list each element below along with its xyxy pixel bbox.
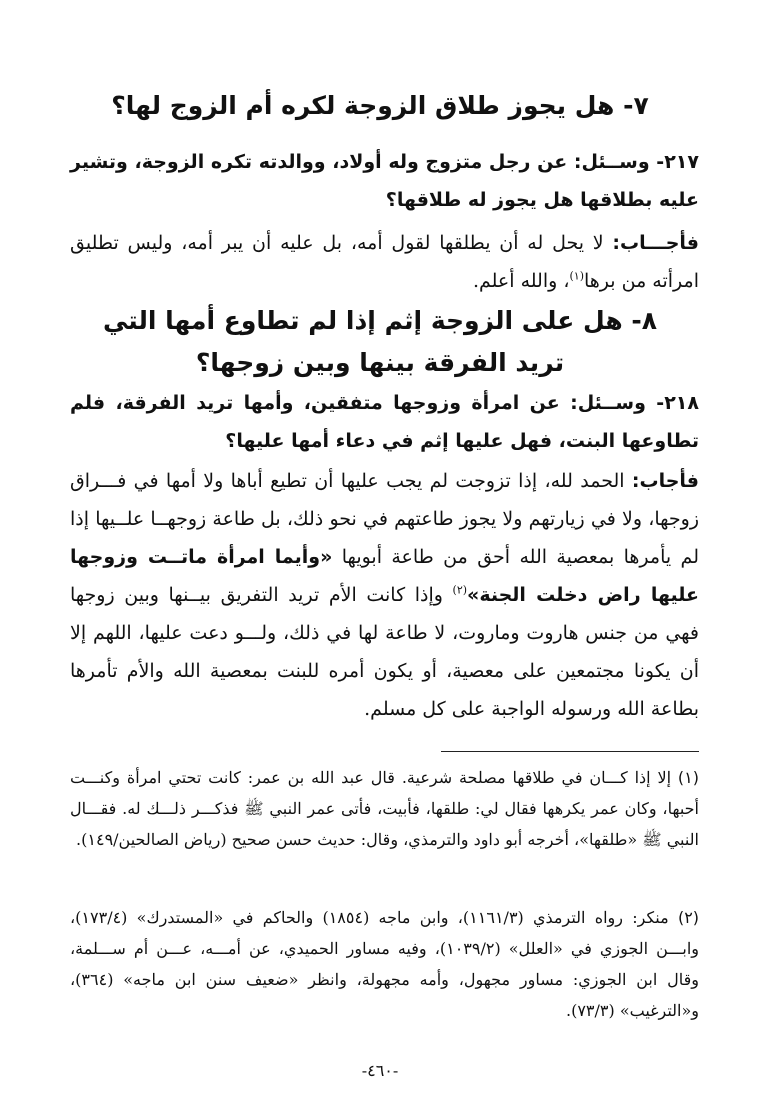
answer-text: لا يحل له أن يطلقها لقول أمه، بل عليه أن يبر أمه، وليس تطليق امرأته من برها — [70, 232, 699, 292]
pbuh-glyph: ﷺ — [642, 830, 662, 849]
footnote-1 — [70, 762, 699, 855]
question-218 — [70, 384, 699, 460]
footnote-1-line1: إلا إذا كـــان في طلاقها مصلحة شرعية. قال عبد الله بن عمر: كانت تحتي امرأة — [126, 768, 672, 787]
question-number: ٢١٧- — [656, 151, 699, 173]
answer-text: الحمد لله، إذا تزوجت لم يجب عليها أن تطيع أباها ولا أمها في فـــراق زوجها، ولا في زيارتهم ولا يجوز طاعتهم في نحو ذلك، بل طاعة زوجهــا علــيها إذا لم يأمرها بمعصية الله أحق من طاعة أبويها — [70, 470, 699, 568]
answer-text-continued: وإذا كانت الأم تريد التفريق بيــنها وبين زوجها فهي من جنس هاروت وماروت، لا طاعة لها في ذلك، ولـــو دعت عليها، اللهم إلا أن يكونا مجتمعين على معصية، أو يكون أمره للبنت بمعصية الله والأم تأمرها بطاعة الله ورسوله الواجبة على كل مسلم. — [70, 584, 699, 720]
footnote-2 — [70, 902, 699, 1026]
footnote-1-line3: فذكـــر ذلـــك له. فقـــال النبي — [70, 799, 699, 849]
footnote-2-line3: أمـــه، عـــن أم ســـلمة، وقال ابن الجوزي: مساور مجهول، وأمه مجهولة، وانظر — [70, 939, 700, 989]
question-text: عن رجل متزوج وله أولاد، ووالدته تكره الزوجة، وتشير عليه بطلاقها هل يجوز له طلاقها؟ — [70, 151, 699, 211]
asked-label: وســئل: — [570, 392, 646, 414]
answer-label: فأجاب: — [631, 470, 699, 492]
answer-label: فأجـــاب: — [612, 232, 699, 254]
footnote-1-line4: حديث حسن صحيح (رياض الصالحين/١٤٩). — [76, 830, 356, 849]
footnote-1-line3-end: «طلقها»، أخرجه أبو داود والترمذي، وقال: — [360, 830, 638, 849]
footnote-2-line4: «ضعيف سنن ابن ماجه» (٣٦٤)، و«الترغيب» (٧٣/٣). — [70, 970, 699, 1020]
footnote-number: (١) — [677, 768, 699, 787]
question-number: ٢١٨- — [656, 392, 699, 414]
footnote-ref-1[interactable]: (١) — [569, 269, 584, 283]
answer-217 — [70, 224, 699, 300]
answer-end: ، والله أعلم. — [472, 270, 570, 292]
question-text: عن امرأة وزوجها متفقين، وأمها تريد الفرقة، فلم تطاوعها البنت، فهل عليها إثم في دعاء أمها عليها؟ — [70, 392, 699, 452]
section-8-heading-line2: تريد الفرقة بينها وبين زوجها؟ — [195, 348, 565, 377]
answer-218 — [70, 462, 699, 728]
pbuh-glyph: ﷺ — [244, 799, 264, 818]
footnote-divider — [441, 751, 699, 752]
footnote-2-line1: منكر: رواه الترمذي (١١٦١/٣)، وابن ماجه (١٨٥٤) والحاكم في «المستدرك» — [136, 908, 669, 927]
section-8-heading-line1: ٨- هل على الزوجة إثم إذا لم تطاوع أمها التي — [102, 306, 658, 335]
question-217 — [70, 143, 699, 219]
section-7-heading: ٧- هل يجوز طلاق الزوجة لكره أم الزوج لها؟ — [111, 91, 649, 120]
footnote-1-line2: وكنـــت أحبها، وكان عمر يكرهها فقال لي: طلقها، فأبيت، فأتى عمر النبي — [70, 768, 699, 818]
footnote-number: (٢) — [677, 908, 700, 927]
footnote-ref-2[interactable]: (٢) — [452, 583, 468, 597]
asked-label: وســئل: — [573, 151, 650, 173]
footnote-2-line2: (١٧٣/٤)، وابـــن الجوزي في «العلل» (١٠٣٩/٢)، وفيه مساور الحميدي، عن — [70, 908, 699, 958]
hadith-quote: «وأيما امرأة ماتــت وزوجها عليها راض دخلت الجنة» — [70, 546, 699, 606]
page-number: -٤٦٠- — [361, 1061, 399, 1080]
